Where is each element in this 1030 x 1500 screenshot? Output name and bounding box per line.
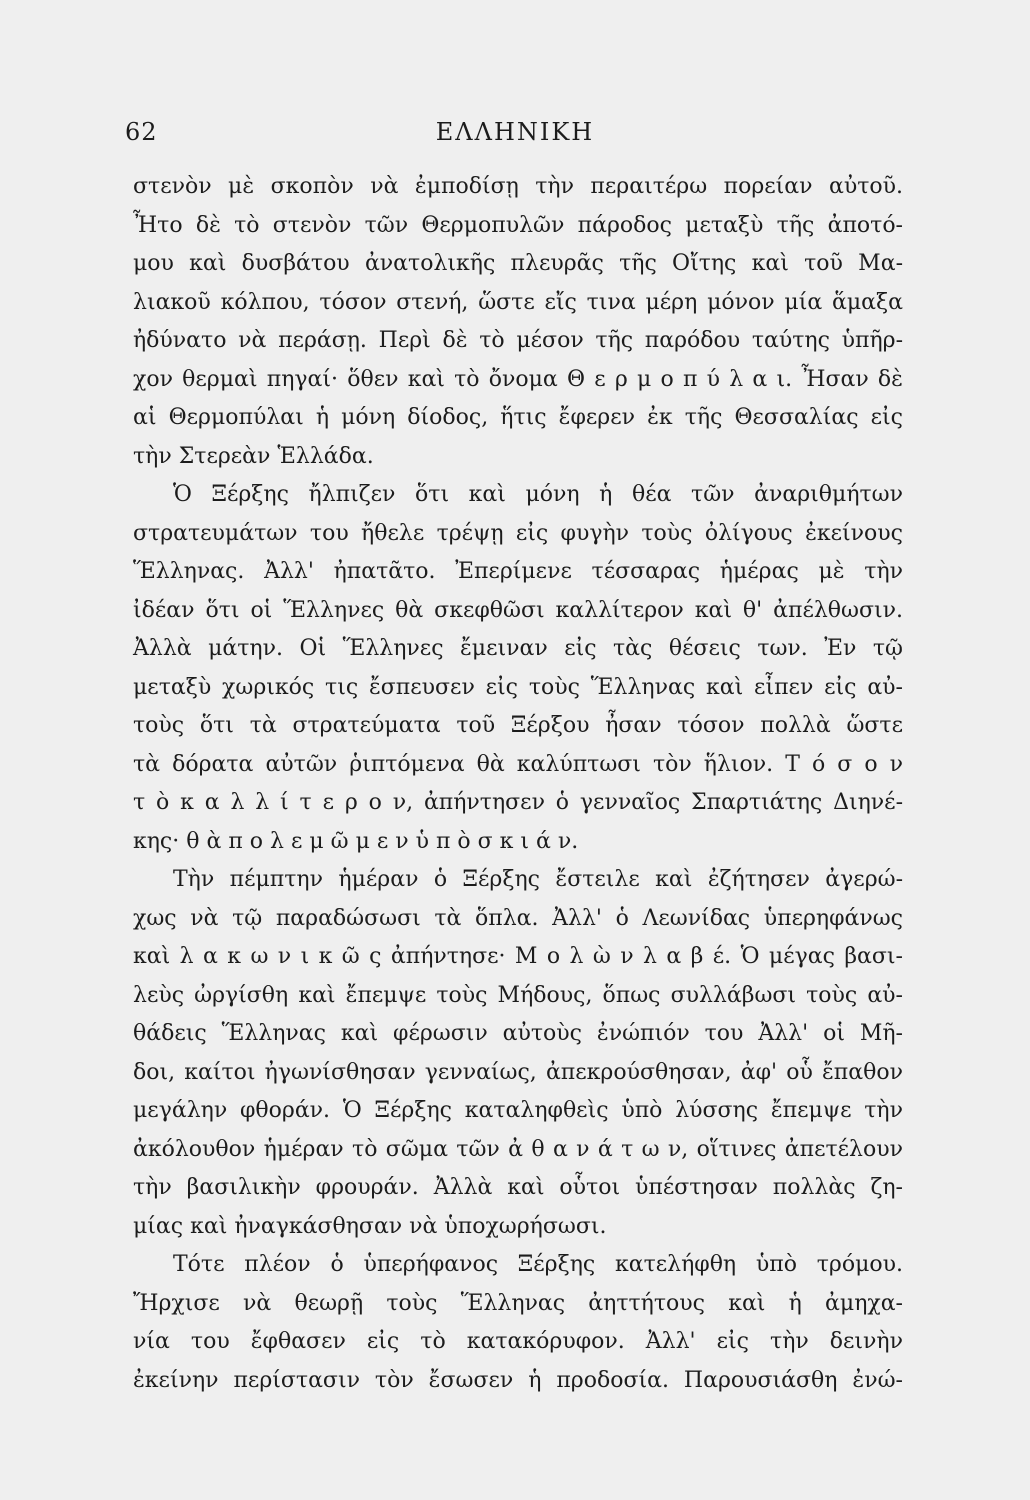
text-line: στενὸν μὲ σκοπὸν νὰ ἐμποδίσῃ τὴν περαιτέρω πορείαν αὐτοῦ.: [133, 174, 903, 199]
text-line: μεταξὺ χωρικός τις ἔσπευσεν εἰς τοὺς Ἕλληνας καὶ εἶπεν εἰς αὐ-: [133, 674, 903, 700]
text-line: Τὴν πέμπτην ἡμέραν ὁ Ξέρξης ἔστειλε καὶ ἐζήτησεν ἀγερώ-: [173, 867, 903, 892]
text-line: τὴν βασιλικὴν φρουράν. Ἀλλὰ καὶ οὗτοι ὑπέστησαν πολλὰς ζη-: [133, 1175, 903, 1200]
text-line: μου καὶ δυσβάτου ἀνατολικῆς πλευρᾶς τῆς Οἴτης καὶ τοῦ Μα-: [133, 251, 903, 276]
running-title: ΕΛΛΗΝΙΚΗ: [435, 118, 595, 146]
page-header: [125, 118, 905, 158]
text-line: νία του ἔφθασεν εἰς τὸ κατακόρυφον. Ἀλλ' εἰς τὴν δεινὴν: [133, 1329, 903, 1354]
text-line: μεγάλην φθοράν. Ὁ Ξέρξης καταληφθεὶς ὑπὸ λύσσης ἔπεμψε τὴν: [133, 1098, 903, 1123]
text-line: Ὁ Ξέρξης ἤλπιζεν ὅτι καὶ μόνη ἡ θέα τῶν ἀναριθμήτων: [173, 482, 903, 507]
text-line: τ ὸ κ α λ λ ί τ ε ρ ο ν, ἀπήντησεν ὁ γενναῖος Σπαρτιάτης Διηνέ-: [133, 790, 903, 815]
text-line: Ἀλλὰ μάτην. Οἱ Ἕλληνες ἔμειναν εἰς τὰς θέσεις των. Ἐν τῷ: [133, 636, 903, 661]
text-line: ἀκόλουθον ἡμέραν τὸ σῶμα τῶν ἀ θ α ν ά τ ω ν, οἵτινες ἀπετέλουν: [133, 1136, 903, 1162]
text-line: καὶ λ α κ ω ν ι κ ῶ ς ἀπήντησε· Μ ο λ ὼ ν λ α β έ. Ὁ μέγας βασι-: [133, 944, 903, 969]
text-line: τὰ δόρατα αὐτῶν ῥιπτόμενα θὰ καλύπτωσι τὸν ἥλιον. Τ ό σ ο ν: [133, 751, 903, 777]
text-line: ἰδέαν ὅτι οἱ Ἕλληνες θὰ σκεφθῶσι καλλίτερον καὶ θ' ἀπέλθωσιν.: [133, 597, 903, 623]
text-line: δοι, καίτοι ἠγωνίσθησαν γενναίως, ἀπεκρούσθησαν, ἀφ' οὗ ἔπαθον: [133, 1059, 903, 1085]
text-line: στρατευμάτων του ἤθελε τρέψῃ εἰς φυγὴν τοὺς ὀλίγους ἐκείνους: [133, 520, 903, 546]
text-line: τοὺς ὅτι τὰ στρατεύματα τοῦ Ξέρξου ἦσαν τόσον πολλὰ ὥστε: [133, 713, 903, 738]
text-line: ἐκείνην περίστασιν τὸν ἔσωσεν ἡ προδοσία. Παρουσιάσθη ἐνώ-: [133, 1367, 903, 1393]
text-line: ἠδύνατο νὰ περάσῃ. Περὶ δὲ τὸ μέσον τῆς παρόδου ταύτης ὑπῆρ-: [133, 328, 903, 353]
text-line: Ἕλληνας. Ἀλλ' ἠπατᾶτο. Ἐπερίμενε τέσσαρας ἡμέρας μὲ τὴν: [133, 559, 903, 584]
text-line: τὴν Στερεὰν Ἑλλάδα.: [133, 443, 374, 469]
text-line: αἱ Θερμοπύλαι ἡ μόνη δίοδος, ἥτις ἔφερεν ἐκ τῆς Θεσσαλίας εἰς: [133, 405, 903, 430]
text-line: θάδεις Ἕλληνας καὶ φέρωσιν αὐτοὺς ἐνώπιόν του Ἀλλ' οἱ Μῆ-: [133, 1021, 903, 1046]
text-line: λιακοῦ κόλπου, τόσον στενή, ὥστε εἴς τινα μέρη μόνον μία ἅμαξα: [133, 289, 903, 315]
text-line: Ἦτο δὲ τὸ στενὸν τῶν Θερμοπυλῶν πάροδος μεταξὺ τῆς ἀποτό-: [133, 212, 903, 238]
text-line: χον θερμαὶ πηγαί· ὅθεν καὶ τὸ ὄνομα Θ ε ρ μ ο π ύ λ α ι. Ἦσαν δὲ: [133, 366, 903, 392]
text-line: χως νὰ τῷ παραδώσωσι τὰ ὅπλα. Ἀλλ' ὁ Λεωνίδας ὑπερηφάνως: [133, 905, 903, 931]
text-line: μίας καὶ ἠναγκάσθησαν νὰ ὑποχωρήσωσι.: [133, 1213, 607, 1239]
text-line: κης· θ ὰ π ο λ ε μ ῶ μ ε ν ὑ π ὸ σ κ ι ά ν.: [133, 828, 579, 854]
text-line: λεὺς ὠργίσθη καὶ ἔπεμψε τοὺς Μήδους, ὅπως συλλάβωσι τοὺς αὐ-: [133, 982, 903, 1008]
text-line: Ἤρχισε νὰ θεωρῇ τοὺς Ἕλληνας ἀηττήτους καὶ ἡ ἀμηχα-: [133, 1290, 903, 1316]
text-line: Τότε πλέον ὁ ὑπερήφανος Ξέρξης κατελήφθη ὑπὸ τρόμου.: [173, 1252, 903, 1277]
body-text: [133, 168, 903, 1400]
page-number: 62: [125, 118, 158, 146]
